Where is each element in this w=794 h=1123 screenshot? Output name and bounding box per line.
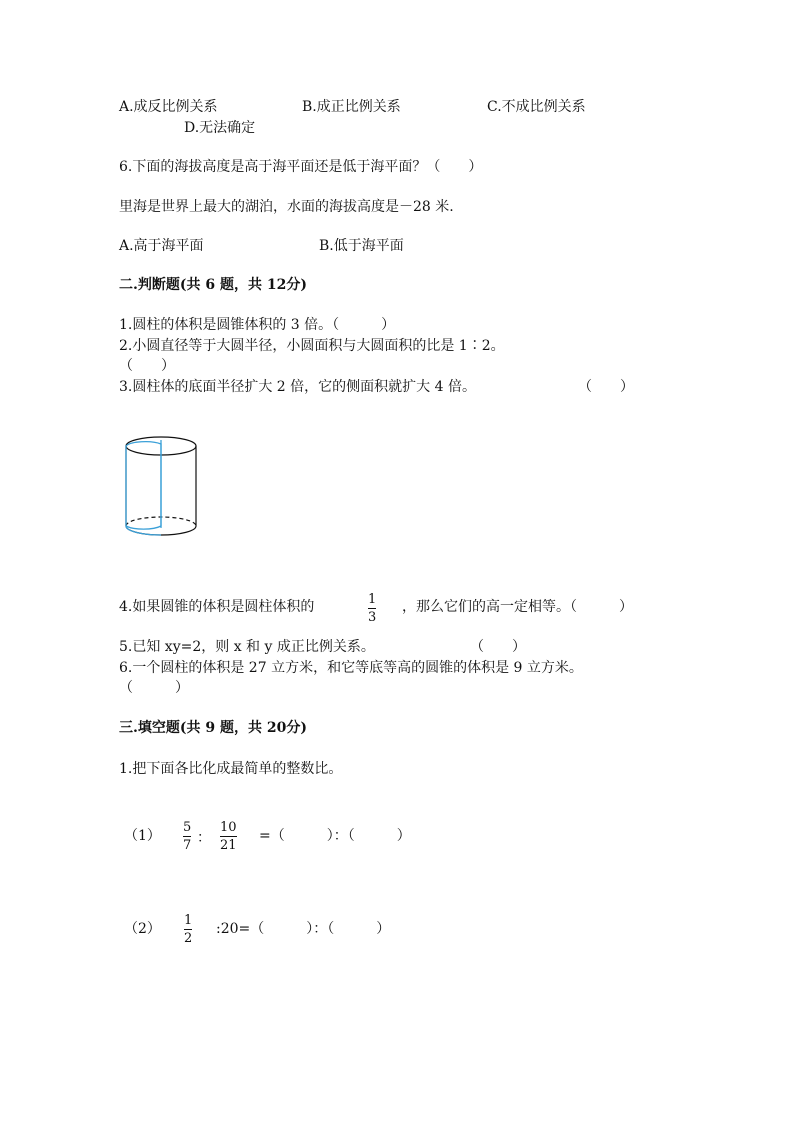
- option-c: C.不成比例关系: [487, 99, 586, 115]
- judge-q1: 1.圆柱的体积是圆锥体积的 3 倍。（ ）: [119, 317, 396, 333]
- judge-q2: 2.小圆直径等于大圆半径，小圆面积与大圆面积的比是 1∶2。: [119, 338, 505, 354]
- item-1-answer: =（ ）：（ ）: [259, 828, 411, 844]
- section-3-title: 三.填空题(共 9 题，共 20分): [119, 720, 307, 736]
- fraction-one-half: [184, 913, 192, 946]
- option-b: B.成正比例关系: [302, 99, 401, 115]
- option-d: D.无法确定: [184, 120, 256, 136]
- fraction-numerator: 1: [368, 592, 377, 607]
- fill-q1: 1.把下面各比化成最简单的整数比。: [119, 761, 343, 777]
- judge-q5-paren: （ ）: [470, 639, 526, 655]
- ratio-colon: ：: [197, 830, 211, 846]
- judge-q4-post: ，那么它们的高一定相等。（ ）: [402, 599, 633, 615]
- fraction-numerator: 1: [184, 913, 193, 928]
- section-2-title: 二.判断题(共 6 题，共 12分): [119, 277, 307, 293]
- fraction-numerator: 5: [183, 820, 192, 835]
- fraction-denominator: 7: [183, 838, 192, 853]
- fraction-bar: [220, 836, 237, 837]
- q6-option-b: B.低于海平面: [319, 238, 404, 254]
- item-2-label: （2）: [124, 921, 161, 937]
- fraction-bar: [184, 929, 192, 930]
- judge-q6-paren: （ ）: [119, 680, 189, 696]
- judge-q3: 3.圆柱体的底面半径扩大 2 倍，它的侧面积就扩大 4 倍。: [119, 379, 476, 395]
- q6-option-a: A.高于海平面: [119, 238, 204, 254]
- fraction-denominator: 21: [220, 838, 237, 853]
- fraction-five-sevenths: [183, 820, 191, 853]
- fraction-denominator: 2: [184, 931, 193, 946]
- fraction-ten-twentyfirsts: [220, 820, 237, 853]
- question-6: 6.下面的海拔高度是高于海平面还是低于海平面？（ ）: [119, 159, 483, 175]
- fraction-denominator: 3: [368, 610, 377, 625]
- cylinder-figure: [122, 432, 202, 542]
- fraction-bar: [368, 608, 376, 609]
- judge-q5: 5.已知 xy=2，则 x 和 y 成正比例关系。: [119, 639, 375, 655]
- judge-q6: 6.一个圆柱的体积是 27 立方米，和它等底等高的圆锥的体积是 9 立方米。: [119, 660, 583, 676]
- fraction-bar: [183, 836, 191, 837]
- fraction-one-third: [368, 592, 376, 625]
- judge-q4-pre: 4.如果圆锥的体积是圆柱体积的: [119, 599, 315, 615]
- item-2-answer: :20=（ ）：（ ）: [216, 921, 391, 937]
- fraction-numerator: 10: [220, 820, 237, 835]
- judge-q2-paren: （ ）: [119, 358, 175, 374]
- judge-q3-paren: （ ）: [578, 379, 634, 395]
- question-6-text: 里海是世界上最大的湖泊，水面的海拔高度是－28 米.: [119, 199, 454, 215]
- option-a: A.成反比例关系: [119, 99, 218, 115]
- item-1-label: （1）: [124, 828, 161, 844]
